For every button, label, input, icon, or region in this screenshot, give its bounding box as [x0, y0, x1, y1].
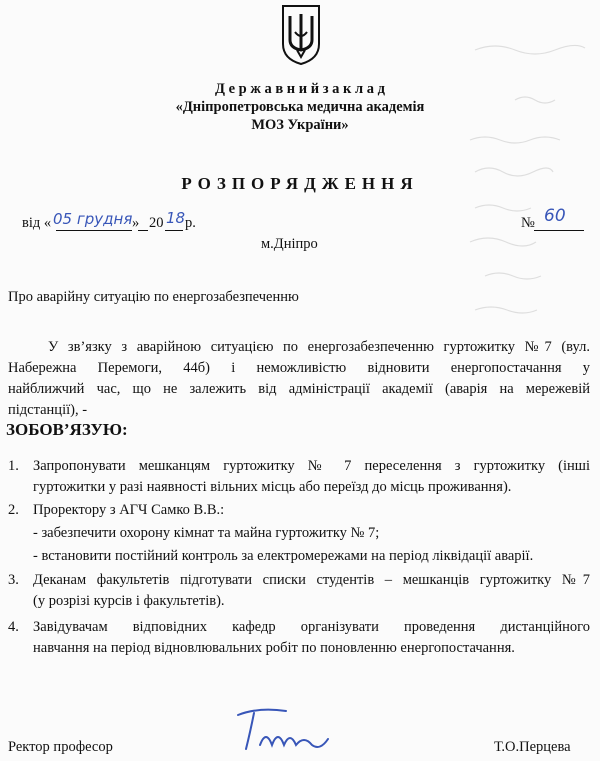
preamble-line-3: найближчий час, що не залежить від адміністрації академії (аварія на мережевій: [8, 381, 590, 397]
number-handwritten: 60: [544, 206, 566, 226]
year-underline: [165, 230, 183, 231]
number-underline: [534, 230, 584, 231]
institution-type: Д е р ж а в н и й з а к л а д: [214, 81, 386, 97]
preamble-line-4: підстанції), -: [8, 402, 88, 418]
item-1-line-1: Запропонувати мешканцям гуртожитку № 7 переселення з гуртожитку (інші: [33, 458, 590, 474]
bleed-through-scribbles: [455, 20, 595, 320]
document-title: РОЗПОРЯДЖЕННЯ: [181, 174, 419, 193]
item-2-number: 2.: [8, 502, 19, 518]
date-close-quote: »: [132, 215, 140, 231]
institution-name: «Дніпропетровська медична академія: [175, 99, 425, 115]
date-handwritten: 05 грудня: [53, 210, 133, 228]
item-4-line-1: Завідувачам відповідних кафедр організувати проведення дистанційного: [33, 619, 590, 635]
handwritten-signature: [228, 705, 338, 757]
signatory-position: Ректор професор: [8, 739, 113, 755]
institution-ministry: МОЗ України»: [251, 117, 349, 133]
item-4-line-2: навчання на період відновлювальних робіт по поновленню енергопостачання.: [33, 640, 515, 656]
item-3-number: 3.: [8, 572, 19, 588]
item-3-line-1: Деканам факультетів підготувати списки студентів – мешканців гуртожитку №7: [33, 572, 590, 588]
order-keyword: ЗОБОВ’ЯЗУЮ:: [6, 420, 128, 439]
signatory-name: Т.О.Перцева: [494, 739, 571, 755]
preamble-line-2: Набережна Перемоги, 44б) і неможливістю відновити енергопостачання у: [8, 360, 590, 376]
date-suffix: р.: [185, 215, 196, 231]
item-1-line-2: гуртожитки у разі наявності вільних місць або переїзд до місць проживання).: [33, 479, 512, 495]
item-4-number: 4.: [8, 619, 19, 635]
date-underline: [56, 230, 132, 231]
item-3-line-2: (у розрізі курсів і факультетів).: [33, 593, 225, 609]
item-2-line-1: Проректору з АГЧ Самко В.В.:: [33, 502, 225, 518]
city: м.Дніпро: [261, 236, 318, 252]
year-prefix: 20: [149, 215, 164, 231]
item-1-number: 1.: [8, 458, 19, 474]
bleed-through-marks: [455, 20, 595, 320]
preamble-line-1: У зв’язку з аварійною ситуацією по енергозабезпеченню гуртожитку №7 (вул.: [48, 339, 590, 355]
year-handwritten: 18: [166, 209, 186, 227]
coat-of-arms-icon: [279, 4, 323, 66]
item-2-sub-2: - встановити постійний контроль за електромережами на період ліквідації аварії.: [33, 548, 534, 564]
date-prefix: від «: [22, 215, 52, 231]
date-gap-underline: [138, 230, 148, 231]
item-2-sub-1: - забезпечити охорону кімнат та майна гуртожитку № 7;: [33, 525, 380, 541]
subject-line: Про аварійну ситуацію по енергозабезпеченню: [8, 289, 299, 305]
number-label: №: [521, 215, 535, 231]
